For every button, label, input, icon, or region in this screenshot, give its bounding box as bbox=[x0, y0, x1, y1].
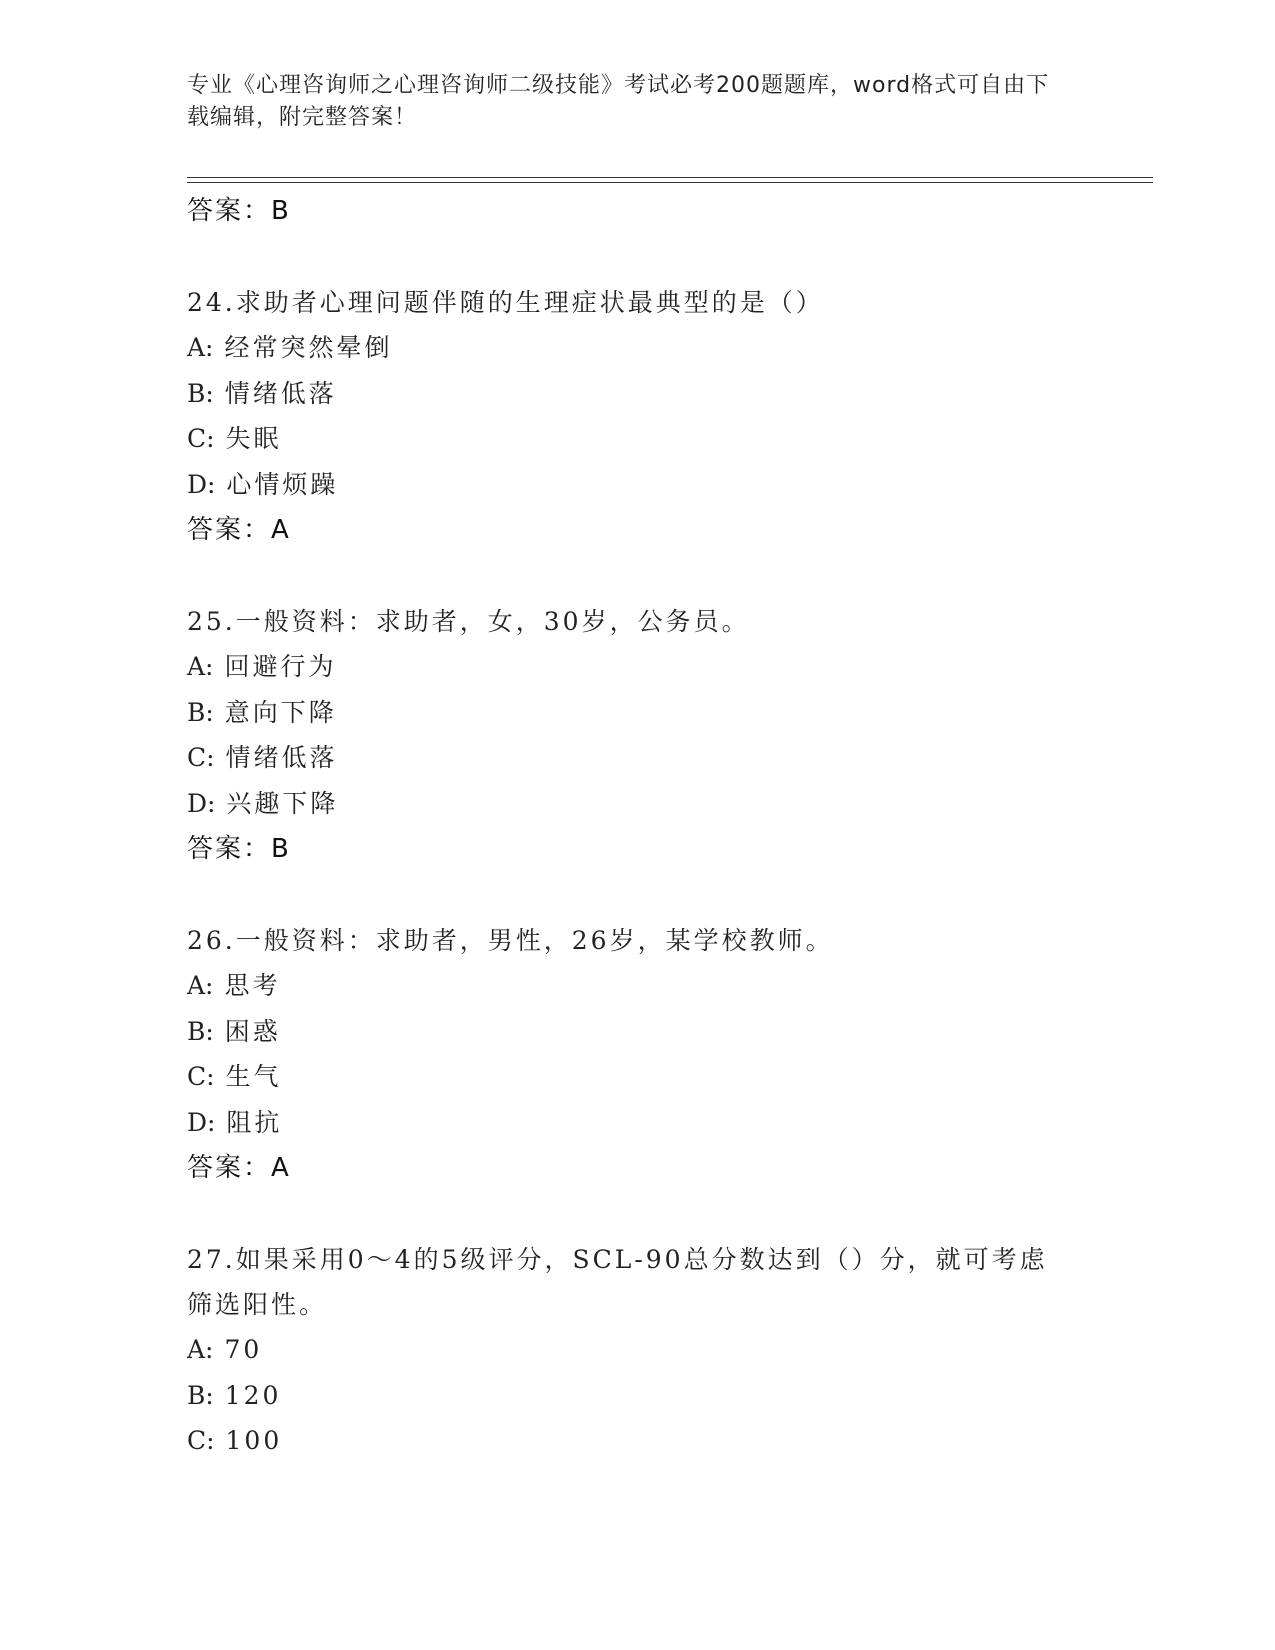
option-text: 经常突然晕倒 bbox=[224, 333, 393, 362]
option-text: 70 bbox=[224, 1335, 263, 1364]
option-c bbox=[187, 1054, 1067, 1100]
question-stem: 26.一般资料：求助者，男性，26岁，某学校教师。 bbox=[187, 926, 834, 955]
option-letter: D: bbox=[187, 1107, 216, 1137]
answer-line: 答案：A bbox=[187, 1153, 291, 1183]
question-26 bbox=[187, 918, 1067, 1191]
option-text: 120 bbox=[224, 1380, 282, 1410]
document-header: 专业《心理咨询师之心理咨询师二级技能》考试必考200题题库，word格式可自由下载编辑，附完整答案！ bbox=[187, 73, 1050, 130]
option-text: 兴趣下降 bbox=[226, 788, 339, 818]
option-text: 阻抗 bbox=[226, 1107, 283, 1137]
option-letter: B: bbox=[187, 1380, 214, 1410]
option-b bbox=[187, 690, 1067, 736]
option-text: 意向下降 bbox=[224, 697, 337, 727]
option-letter: A: bbox=[187, 333, 214, 362]
option-letter: C: bbox=[187, 743, 215, 772]
question-24 bbox=[187, 280, 1067, 553]
question-25 bbox=[187, 599, 1067, 872]
option-d bbox=[187, 462, 1067, 508]
question-stem: 24.求助者心理问题伴随的生理症状最典型的是（） bbox=[187, 288, 824, 317]
option-c bbox=[187, 735, 1067, 781]
question-27 bbox=[187, 1237, 1067, 1464]
option-letter: A: bbox=[187, 1335, 214, 1364]
option-a bbox=[187, 644, 1067, 690]
option-text: 心情烦躁 bbox=[226, 469, 339, 499]
option-letter: B: bbox=[187, 1016, 214, 1046]
answer-line: 答案：B bbox=[187, 834, 291, 864]
option-c bbox=[187, 1418, 1067, 1464]
option-a bbox=[187, 325, 1067, 371]
option-text: 情绪低落 bbox=[225, 743, 338, 772]
option-letter: A: bbox=[187, 652, 214, 681]
option-letter: D: bbox=[187, 788, 216, 818]
option-text: 思考 bbox=[224, 971, 281, 1000]
option-a bbox=[187, 1327, 1067, 1373]
option-text: 生气 bbox=[225, 1062, 282, 1091]
option-text: 情绪低落 bbox=[224, 378, 337, 408]
option-letter: A: bbox=[187, 971, 214, 1000]
option-b bbox=[187, 1373, 1067, 1419]
question-stem: 25.一般资料：求助者，女，30岁，公务员。 bbox=[187, 607, 750, 636]
answer-line: 答案：B bbox=[187, 196, 291, 226]
option-text: 100 bbox=[225, 1426, 283, 1455]
option-d bbox=[187, 1100, 1067, 1146]
option-b bbox=[187, 1009, 1067, 1055]
option-text: 失眠 bbox=[225, 424, 282, 453]
question-list bbox=[187, 188, 1067, 1464]
answer-line: 答案：A bbox=[187, 515, 291, 545]
option-letter: B: bbox=[187, 697, 214, 727]
option-text: 回避行为 bbox=[224, 652, 337, 681]
option-b bbox=[187, 371, 1067, 417]
option-a bbox=[187, 963, 1067, 1009]
option-text: 困惑 bbox=[224, 1016, 281, 1046]
header-divider bbox=[187, 177, 1153, 183]
option-letter: D: bbox=[187, 469, 216, 499]
option-letter: C: bbox=[187, 1426, 215, 1455]
option-letter: C: bbox=[187, 424, 215, 453]
option-letter: C: bbox=[187, 1062, 215, 1091]
option-letter: B: bbox=[187, 378, 214, 408]
option-d bbox=[187, 781, 1067, 827]
option-c bbox=[187, 416, 1067, 462]
question-stem: 27.如果采用0～4的5级评分，SCL-90总分数达到（）分，就可考虑筛选阳性。 bbox=[187, 1245, 1048, 1319]
